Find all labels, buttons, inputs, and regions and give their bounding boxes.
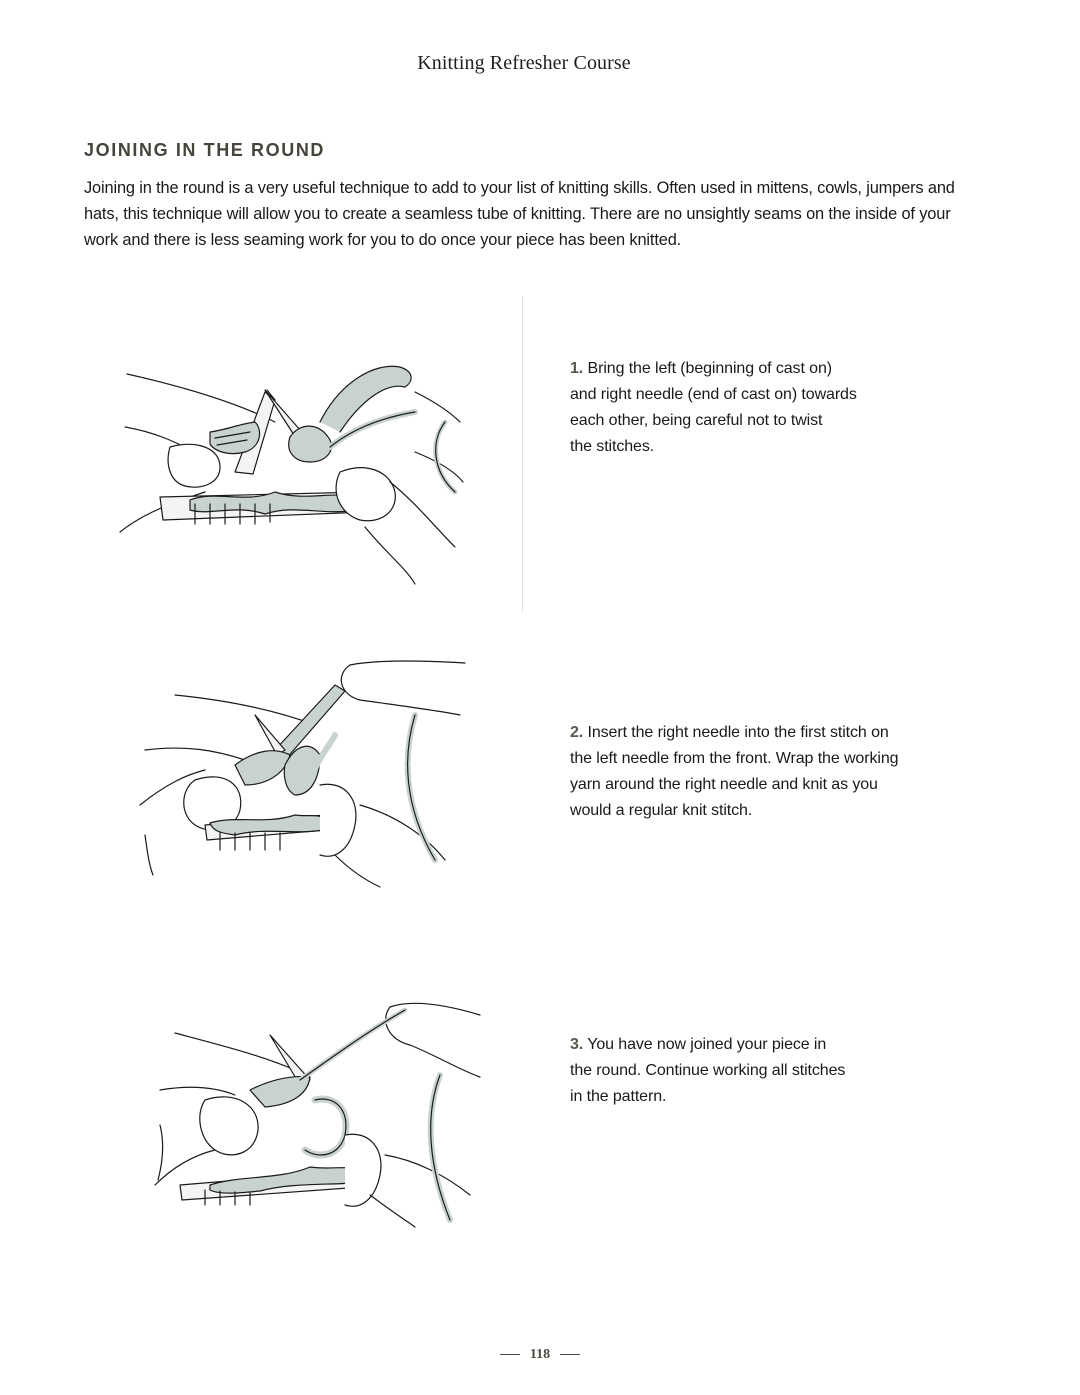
step-text-line: the round. Continue working all stitches	[570, 1062, 846, 1079]
hands-knitting-first-stitch-illustration	[135, 655, 470, 890]
step-text-line: each other, being careful not to twist	[570, 412, 823, 429]
step-text-line: would a regular knit stitch.	[570, 802, 753, 819]
step-number: 2.	[570, 724, 584, 741]
column-divider	[522, 296, 523, 612]
step-text-line: the left needle from the front. Wrap the working	[570, 750, 899, 767]
hands-bringing-needles-together-illustration	[115, 352, 465, 587]
step-text-line: the stitches.	[570, 438, 655, 455]
running-head: Knitting Refresher Course	[417, 52, 631, 74]
step-text-line: yarn around the right needle and knit as you	[570, 776, 878, 793]
folio-dash-left	[500, 1354, 520, 1355]
step-text-line: Bring the left (beginning of cast on)	[587, 360, 832, 377]
section-title: JOINING IN THE ROUND	[84, 140, 326, 160]
hands-joined-in-round-illustration	[150, 995, 485, 1230]
step-3	[570, 1032, 845, 1110]
step-text-line: in the pattern.	[570, 1088, 667, 1105]
page-number-footer	[0, 1347, 1080, 1363]
step-text-line: Insert the right needle into the first stitch on	[587, 724, 889, 741]
intro-paragraph: Joining in the round is a very useful technique to add to your list of knitting skills. Often used in mittens, cowls, jumpers and hats, this technique will allow you to create a seamless tube of knitting. There are no unsightly seams on the inside of your work and there is less seaming work for you to do once your piece has been knitted.	[84, 179, 955, 249]
step-text-line: You have now joined your piece in	[587, 1036, 827, 1053]
step-2	[570, 720, 898, 824]
folio-dash-right	[560, 1354, 580, 1355]
step-number: 1.	[570, 360, 584, 377]
step-1	[570, 356, 857, 460]
step-text-line: and right needle (end of cast on) towards	[570, 386, 857, 403]
page-number: 118	[529, 1347, 551, 1362]
step-number: 3.	[570, 1036, 584, 1053]
